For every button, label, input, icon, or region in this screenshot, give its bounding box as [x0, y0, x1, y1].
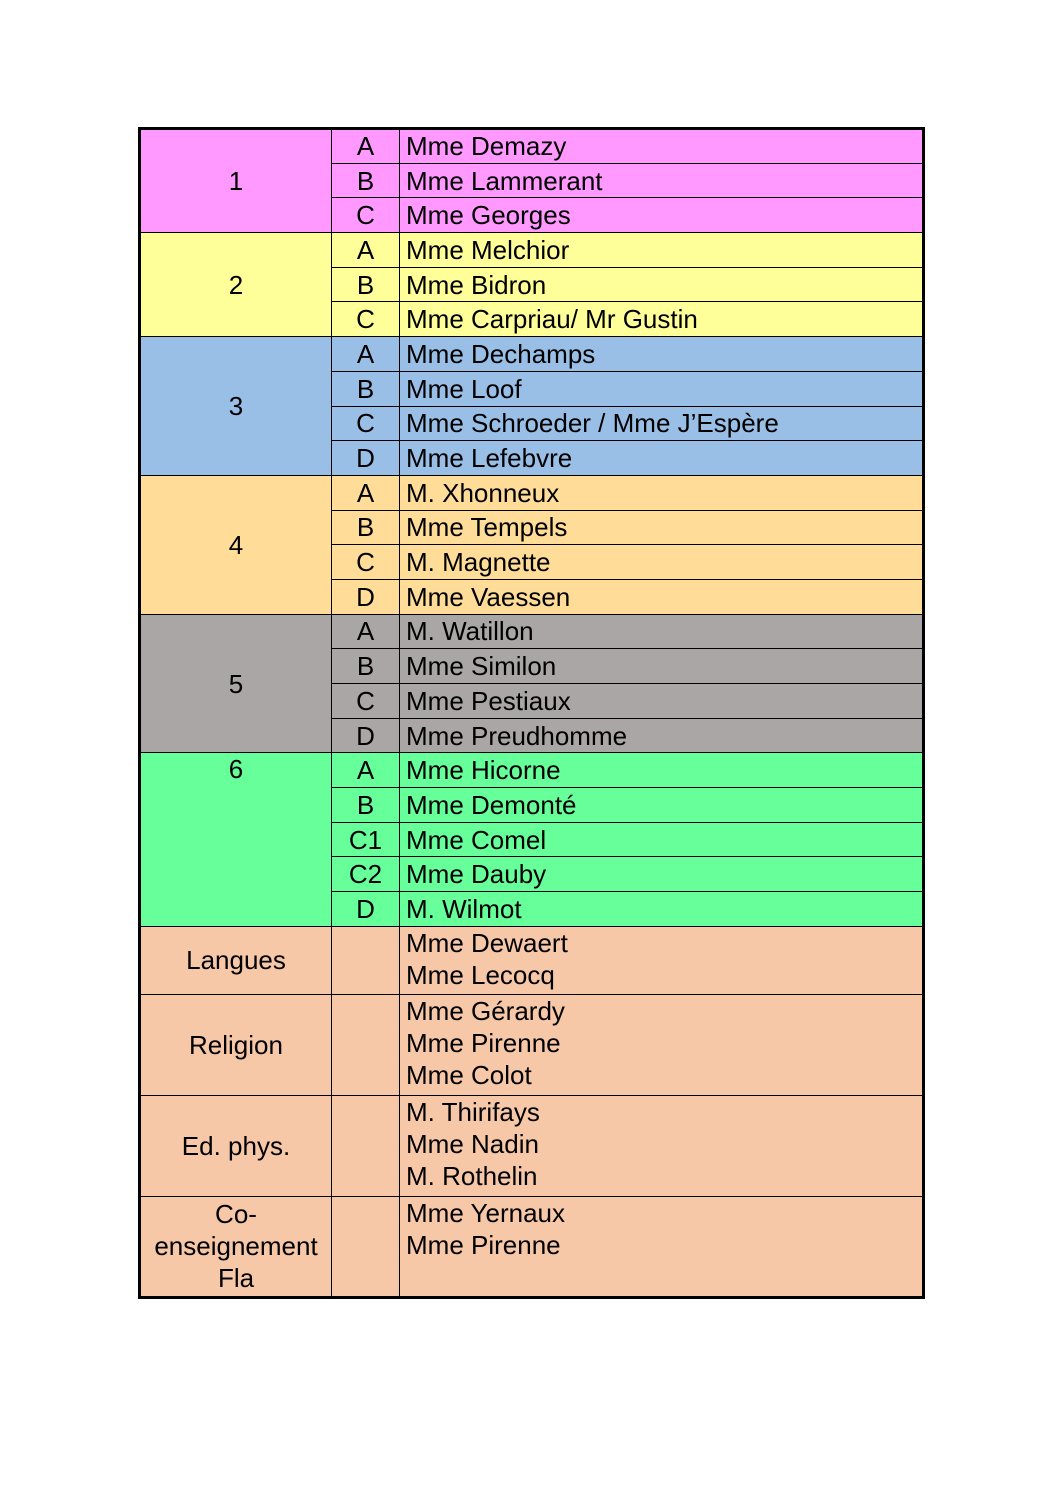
subject-teachers: [400, 994, 924, 1095]
teacher-name: M. Rothelin: [406, 1160, 538, 1191]
subject-label-line: Langues: [186, 945, 286, 976]
subject-label: [140, 994, 332, 1095]
class-letter: C: [332, 684, 400, 719]
class-letter: D: [332, 718, 400, 753]
class-letter: A: [332, 475, 400, 510]
class-letter: A: [332, 753, 400, 788]
class-letter: C1: [332, 822, 400, 857]
class-letter: B: [332, 788, 400, 823]
class-letter: C: [332, 545, 400, 580]
teacher-name: Mme Dewaert: [406, 927, 568, 958]
table-row: [140, 129, 924, 164]
empty-class-cell: [332, 994, 400, 1095]
teacher-name: Mme Demonté: [400, 788, 924, 823]
teacher-name: Mme Demazy: [400, 129, 924, 164]
subject-label: [140, 926, 332, 994]
teacher-name: Mme Hicorne: [400, 753, 924, 788]
table-row: [140, 337, 924, 372]
grade-label: 6: [140, 753, 332, 926]
class-letter: A: [332, 614, 400, 649]
teacher-name: Mme Lammerant: [400, 163, 924, 198]
teacher-name: Mme Schroeder / Mme J’Espère: [400, 406, 924, 441]
class-letter: B: [332, 267, 400, 302]
subject-label: [140, 1095, 332, 1196]
subject-teachers: [400, 926, 924, 994]
grade-label: 4: [140, 475, 332, 614]
table-body: [140, 129, 924, 1298]
teacher-name: Mme Melchior: [400, 233, 924, 268]
subject-row: [140, 1196, 924, 1297]
teacher-name: Mme Nadin: [406, 1128, 539, 1159]
teacher-name: Mme Gérardy: [406, 995, 565, 1026]
teacher-name: Mme Vaessen: [400, 579, 924, 614]
table-row: [140, 614, 924, 649]
subject-row: [140, 994, 924, 1095]
class-letter: D: [332, 892, 400, 927]
empty-class-cell: [332, 1095, 400, 1196]
grade-label: 2: [140, 233, 332, 337]
empty-class-cell: [332, 1196, 400, 1297]
teacher-name: Mme Lecocq: [406, 959, 555, 990]
teacher-name: Mme Preudhomme: [400, 718, 924, 753]
teacher-name: Mme Colot: [406, 1059, 532, 1090]
class-teacher-table: [138, 127, 925, 1299]
subject-teachers: [400, 1095, 924, 1196]
teacher-name: Mme Pirenne: [406, 1027, 561, 1058]
subject-label-line: Fla: [217, 1263, 255, 1294]
teacher-name: M. Xhonneux: [400, 475, 924, 510]
class-letter: C2: [332, 857, 400, 892]
teacher-name: M. Thirifays: [406, 1096, 540, 1127]
teacher-name: Mme Carpriau/ Mr Gustin: [400, 302, 924, 337]
teacher-name: Mme Similon: [400, 649, 924, 684]
subject-row: [140, 1095, 924, 1196]
teacher-name: Mme Pestiaux: [400, 684, 924, 719]
table-row: [140, 753, 924, 788]
class-letter: A: [332, 337, 400, 372]
empty-class-cell: [332, 926, 400, 994]
class-letter: C: [332, 302, 400, 337]
teacher-name: Mme Tempels: [400, 510, 924, 545]
teacher-name: Mme Georges: [400, 198, 924, 233]
teacher-name: Mme Loof: [400, 371, 924, 406]
class-letter: C: [332, 198, 400, 233]
teacher-name: Mme Pirenne: [406, 1229, 561, 1260]
class-letter: B: [332, 163, 400, 198]
teacher-name: Mme Lefebvre: [400, 441, 924, 476]
teacher-name: M. Magnette: [400, 545, 924, 580]
class-letter: A: [332, 233, 400, 268]
teacher-name: Mme Yernaux: [406, 1197, 565, 1228]
class-letter: D: [332, 441, 400, 476]
teacher-name: Mme Dauby: [400, 857, 924, 892]
teacher-name: Mme Dechamps: [400, 337, 924, 372]
class-letter: D: [332, 579, 400, 614]
class-letter: B: [332, 649, 400, 684]
subject-teachers: [400, 1196, 924, 1297]
grade-label: 5: [140, 614, 332, 753]
class-letter: B: [332, 371, 400, 406]
subject-label-line: Ed. phys.: [181, 1130, 291, 1161]
subject-label-line: enseignement: [154, 1231, 318, 1262]
grade-label: 1: [140, 129, 332, 233]
table-row: [140, 475, 924, 510]
subject-label: [140, 1196, 332, 1297]
teacher-name: Mme Bidron: [400, 267, 924, 302]
subject-label-line: Co-: [215, 1199, 257, 1230]
subject-row: [140, 926, 924, 994]
teacher-name: Mme Comel: [400, 822, 924, 857]
table-row: [140, 233, 924, 268]
class-letter: A: [332, 129, 400, 164]
teacher-name: M. Wilmot: [400, 892, 924, 927]
class-letter: B: [332, 510, 400, 545]
class-letter: C: [332, 406, 400, 441]
subject-label-line: Religion: [189, 1029, 283, 1060]
teacher-name: M. Watillon: [400, 614, 924, 649]
grade-label: 3: [140, 337, 332, 476]
